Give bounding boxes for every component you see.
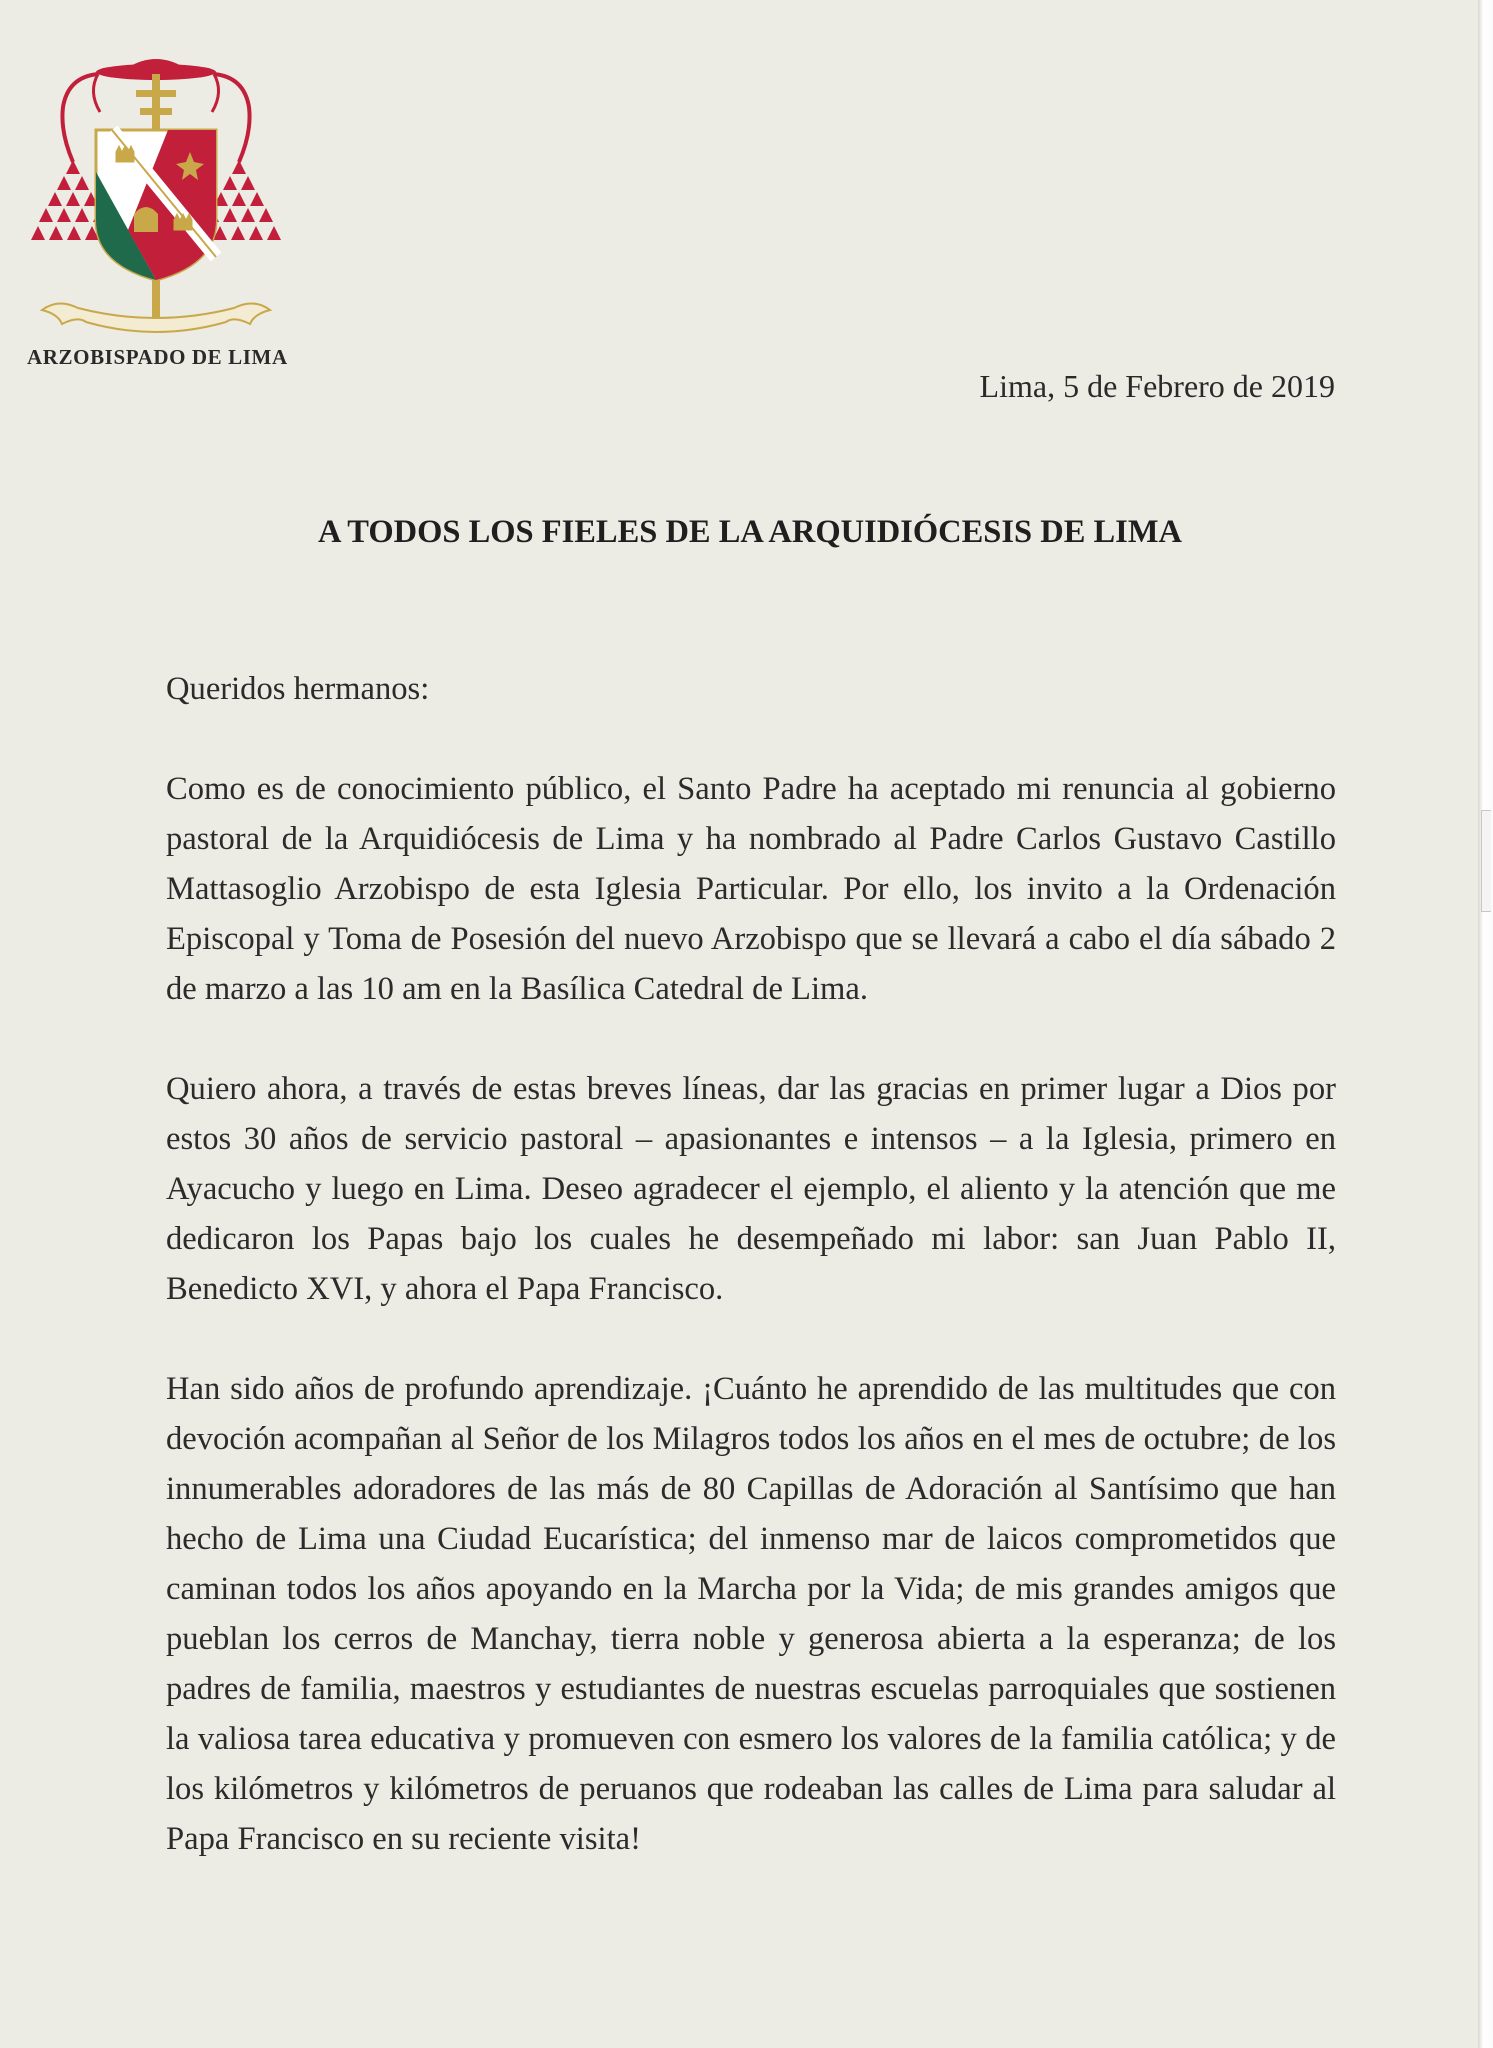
organization-name: ARZOBISPADO DE LIMA	[27, 345, 288, 369]
paragraph-1: Como es de conocimiento público, el Santo Padre ha aceptado mi renuncia al gobierno pastoral de la Arquidiócesis de Lima y ha nombrado al Padre Carlos Gustavo Castillo Mattasoglio Arzobispo de esta Iglesia Particular. Por ello, los invito a la Ordenación Episcopal y Toma de Posesión del nuevo Arzobispo que se llevará a cabo el día sábado 2 de marzo a las 10 am en la Basílica Catedral de Lima.	[166, 771, 1336, 1007]
page-edge	[1478, 0, 1493, 2048]
letter-body	[166, 664, 1336, 1864]
coat-of-arms-logo	[28, 52, 284, 352]
letter-date: Lima, 5 de Febrero de 2019	[979, 368, 1335, 404]
paragraph-3: Han sido años de profundo aprendizaje. ¡Cuánto he aprendido de las multitudes que con devoción acompañan al Señor de los Milagros todos los años en el mes de octubre; de los innumerables adoradores de las más de 80 Capillas de Adoración al Santísimo que han hecho de Lima una Ciudad Eucarística; del inmenso mar de laicos comprometidos que caminan todos los años apoyando en la Marcha por la Vida; de mis grandes amigos que pueblan los cerros de Manchay, tierra noble y generosa abierta a la esperanza; de los padres de familia, maestros y estudiantes de nuestras escuelas parroquiales que sostienen la valiosa tarea educativa y promueven con esmero los valores de la familia católica; y de los kilómetros y kilómetros de peruanos que rodeaban las calles de Lima para saludar al Papa Francisco en su reciente visita!	[166, 1371, 1336, 1857]
salutation: Queridos hermanos:	[166, 671, 430, 707]
scroll-notch	[1481, 810, 1491, 912]
letter-heading: A TODOS LOS FIELES DE LA ARQUIDIÓCESIS DE LIMA	[318, 514, 1182, 550]
paragraph-2: Quiero ahora, a través de estas breves líneas, dar las gracias en primer lugar a Dios por estos 30 años de servicio pastoral – apasionantes e intensos – a la Iglesia, primero en Ayacucho y luego en Lima. Deseo agradecer el ejemplo, el aliento y la atención que me dedicaron los Papas bajo los cuales he desempeñado mi labor: san Juan Pablo II, Benedicto XVI, y ahora el Papa Francisco.	[166, 1071, 1336, 1307]
